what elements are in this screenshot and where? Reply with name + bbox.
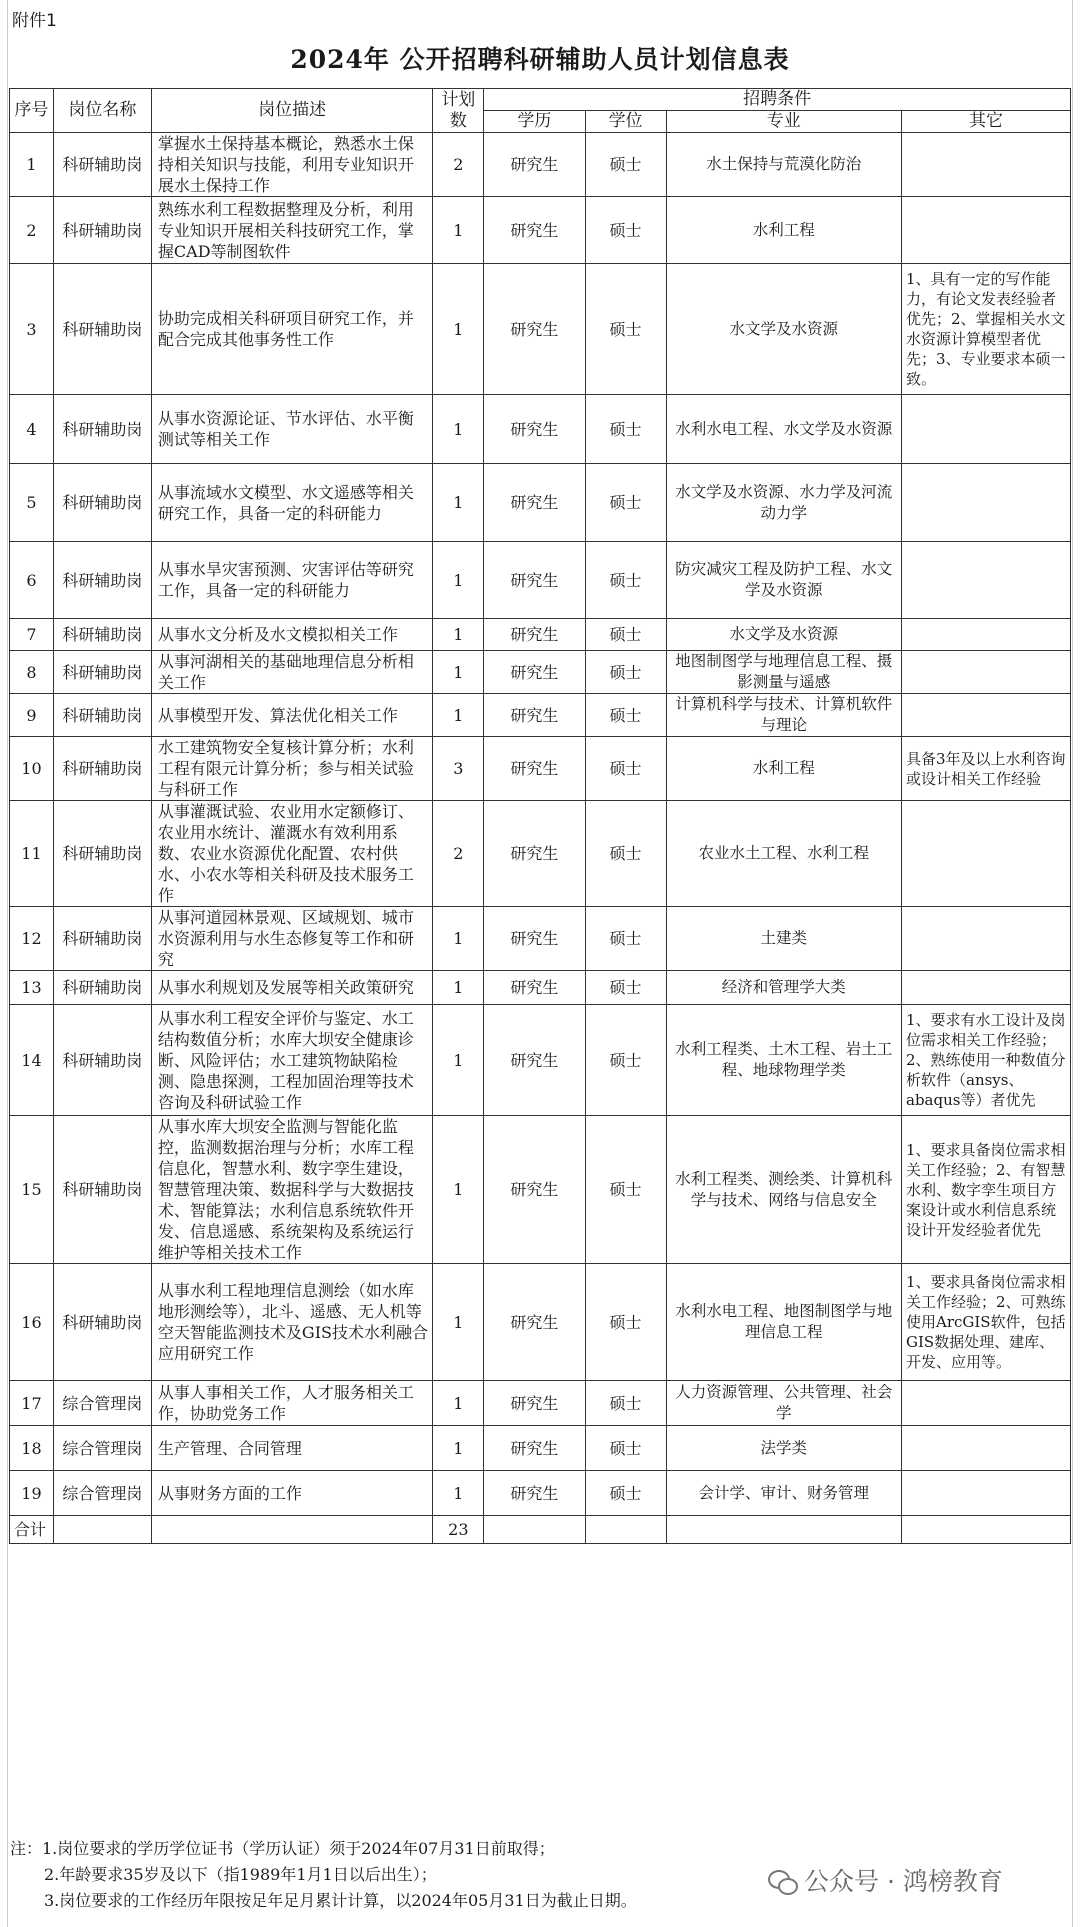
cell-degree: 硕士 [585,264,666,395]
cell-position-name: 科研辅助岗 [53,651,151,694]
cell-major: 农业水土工程、水利工程 [666,801,901,907]
cell-seq: 16 [10,1264,54,1381]
total-row [10,1516,1071,1544]
page-title: 2024年 公开招聘科研辅助人员计划信息表 [290,45,790,74]
cell-position-name: 科研辅助岗 [53,1005,151,1116]
total-empty [151,1516,433,1544]
cell-degree: 硕士 [585,694,666,737]
cell-major: 土建类 [666,907,901,971]
cell-position-desc: 从事灌溉试验、农业用水定额修订、农业用水统计、灌溉水有效利用系数、农业水资源优化配置、农村供水、小农水等相关科研及技术服务工作 [151,801,433,907]
cell-degree: 硕士 [585,651,666,694]
header-plan-count: 计划数 [433,89,484,133]
cell-seq: 15 [10,1116,54,1264]
cell-position-desc: 从事水旱灾害预测、灾害评估等研究工作，具备一定的科研能力 [151,542,433,619]
cell-position-desc: 从事水资源论证、节水评估、水平衡测试等相关工作 [151,395,433,464]
wechat-icon [768,1870,798,1896]
cell-degree: 硕士 [585,907,666,971]
cell-major: 水利水电工程、地图制图学与地理信息工程 [666,1264,901,1381]
cell-position-name: 科研辅助岗 [53,542,151,619]
cell-position-name: 科研辅助岗 [53,395,151,464]
cell-degree: 硕士 [585,1116,666,1264]
cell-plan-count: 1 [433,651,484,694]
cell-degree: 硕士 [585,133,666,197]
cell-other: 1、具有一定的写作能力，有论文发表经验者优先；2、掌握相关水文水资源计算模型者优先；3、专业要求本硕一致。 [902,264,1071,395]
cell-seq: 13 [10,971,54,1005]
cell-major: 防灾减灾工程及防护工程、水文学及水资源 [666,542,901,619]
cell-seq: 18 [10,1426,54,1471]
cell-position-name: 科研辅助岗 [53,133,151,197]
cell-degree: 硕士 [585,619,666,651]
cell-degree: 硕士 [585,971,666,1005]
cell-other: 具备3年及以上水利咨询或设计相关工作经验 [902,737,1071,801]
cell-position-desc: 从事河湖相关的基础地理信息分析相关工作 [151,651,433,694]
cell-other [902,197,1071,264]
cell-education: 研究生 [484,1116,585,1264]
cell-position-desc: 从事水利工程地理信息测绘（如水库地形测绘等），北斗、遥感、无人机等空天智能监测技术及GIS技术水利融合应用研究工作 [151,1264,433,1381]
cell-major: 人力资源管理、公共管理、社会学 [666,1381,901,1426]
cell-position-name: 科研辅助岗 [53,197,151,264]
cell-position-name: 科研辅助岗 [53,1264,151,1381]
table-row [10,1005,1071,1116]
table-row [10,907,1071,971]
cell-seq: 17 [10,1381,54,1426]
cell-seq: 8 [10,651,54,694]
cell-degree: 硕士 [585,801,666,907]
cell-degree: 硕士 [585,737,666,801]
cell-seq: 10 [10,737,54,801]
cell-degree: 硕士 [585,1426,666,1471]
cell-degree: 硕士 [585,395,666,464]
cell-position-desc: 从事人事相关工作，人才服务相关工作，协助党务工作 [151,1381,433,1426]
cell-other [902,694,1071,737]
cell-plan-count: 1 [433,197,484,264]
cell-other [902,395,1071,464]
cell-major: 计算机科学与技术、计算机软件与理论 [666,694,901,737]
cell-other: 1、要求具备岗位需求相关工作经验；2、可熟练使用ArcGIS软件，包括GIS数据处理、建库、开发、应用等。 [902,1264,1071,1381]
cell-major: 水利工程 [666,737,901,801]
cell-major: 水利工程 [666,197,901,264]
cell-plan-count: 1 [433,1381,484,1426]
header-degree: 学位 [585,111,666,133]
table-row [10,1381,1071,1426]
cell-education: 研究生 [484,1426,585,1471]
header-major: 专业 [666,111,901,133]
cell-other [902,907,1071,971]
cell-degree: 硕士 [585,1264,666,1381]
cell-plan-count: 1 [433,1116,484,1264]
cell-position-name: 综合管理岗 [53,1381,151,1426]
cell-education: 研究生 [484,619,585,651]
cell-other [902,971,1071,1005]
cell-major: 会计学、审计、财务管理 [666,1471,901,1516]
cell-education: 研究生 [484,801,585,907]
total-empty [484,1516,585,1544]
cell-education: 研究生 [484,737,585,801]
cell-other [902,619,1071,651]
cell-position-desc: 从事流域水文模型、水文遥感等相关研究工作，具备一定的科研能力 [151,464,433,542]
cell-major: 水文学及水资源、水力学及河流动力学 [666,464,901,542]
header-education: 学历 [484,111,585,133]
cell-education: 研究生 [484,971,585,1005]
cell-position-name: 科研辅助岗 [53,264,151,395]
cell-plan-count: 1 [433,542,484,619]
header-position-name: 岗位名称 [53,89,151,133]
cell-education: 研究生 [484,907,585,971]
cell-seq: 19 [10,1471,54,1516]
header-other: 其它 [902,111,1071,133]
cell-plan-count: 1 [433,971,484,1005]
cell-education: 研究生 [484,651,585,694]
cell-plan-count: 1 [433,1471,484,1516]
cell-position-desc: 从事水文分析及水文模拟相关工作 [151,619,433,651]
cell-education: 研究生 [484,133,585,197]
cell-other [902,1471,1071,1516]
table-row [10,971,1071,1005]
cell-position-name: 综合管理岗 [53,1426,151,1471]
table-row [10,464,1071,542]
cell-major: 水文学及水资源 [666,619,901,651]
cell-position-name: 科研辅助岗 [53,971,151,1005]
cell-education: 研究生 [484,395,585,464]
cell-plan-count: 1 [433,694,484,737]
table-row [10,1116,1071,1264]
cell-education: 研究生 [484,1471,585,1516]
cell-seq: 12 [10,907,54,971]
table-row [10,619,1071,651]
table-row [10,542,1071,619]
cell-seq: 4 [10,395,54,464]
cell-seq: 7 [10,619,54,651]
cell-education: 研究生 [484,264,585,395]
cell-degree: 硕士 [585,1471,666,1516]
cell-seq: 2 [10,197,54,264]
cell-plan-count: 1 [433,619,484,651]
cell-degree: 硕士 [585,1381,666,1426]
total-empty [585,1516,666,1544]
note-2: 2.年龄要求35岁及以下（指1989年1月1日以后出生）； [44,1865,437,1884]
cell-position-desc: 协助完成相关科研项目研究工作，并配合完成其他事务性工作 [151,264,433,395]
cell-position-name: 科研辅助岗 [53,464,151,542]
cell-position-desc: 从事水利规划及发展等相关政策研究 [151,971,433,1005]
cell-position-name: 科研辅助岗 [53,694,151,737]
header-conditions: 招聘条件 [484,89,1071,111]
table-row [10,395,1071,464]
cell-degree: 硕士 [585,1005,666,1116]
table-body [10,133,1071,1516]
cell-other: 1、要求具备岗位需求相关工作经验；2、有智慧水利、数字孪生项目方案设计或水利信息系统设计开发经验者优先 [902,1116,1071,1264]
cell-plan-count: 1 [433,395,484,464]
cell-education: 研究生 [484,694,585,737]
cell-major: 地图制图学与地理信息工程、摄影测量与遥感 [666,651,901,694]
table-row [10,264,1071,395]
cell-plan-count: 2 [433,133,484,197]
cell-degree: 硕士 [585,542,666,619]
cell-seq: 1 [10,133,54,197]
header-row-1 [10,89,1071,111]
cell-position-name: 科研辅助岗 [53,737,151,801]
cell-plan-count: 3 [433,737,484,801]
cell-position-desc: 熟练水利工程数据整理及分析，利用专业知识开展相关科技研究工作，掌握CAD等制图软件 [151,197,433,264]
header-seq: 序号 [10,89,54,133]
cell-education: 研究生 [484,464,585,542]
cell-other [902,464,1071,542]
cell-position-name: 科研辅助岗 [53,907,151,971]
recruitment-table [9,88,1071,1544]
table-row [10,1471,1071,1516]
cell-education: 研究生 [484,542,585,619]
cell-degree: 硕士 [585,464,666,542]
table-row [10,1264,1071,1381]
cell-other [902,1381,1071,1426]
table-row [10,801,1071,907]
cell-major: 水土保持与荒漠化防治 [666,133,901,197]
cell-other: 1、要求有水工设计及岗位需求相关工作经验；2、熟练使用一种数值分析软件（ansys、abaqus等）者优先 [902,1005,1071,1116]
cell-position-desc: 掌握水土保持基本概论，熟悉水土保持相关知识与技能，利用专业知识开展水土保持工作 [151,133,433,197]
cell-position-desc: 生产管理、合同管理 [151,1426,433,1471]
total-empty [902,1516,1071,1544]
total-count: 23 [433,1516,484,1544]
watermark [768,1862,1003,1898]
table-row [10,197,1071,264]
cell-plan-count: 1 [433,1005,484,1116]
cell-other [902,133,1071,197]
cell-position-name: 科研辅助岗 [53,619,151,651]
cell-other [902,801,1071,907]
cell-seq: 3 [10,264,54,395]
cell-plan-count: 2 [433,801,484,907]
cell-major: 水利工程类、土木工程、岩土工程、地球物理学类 [666,1005,901,1116]
watermark-text: 公众号 · 鸿榜教育 [804,1867,1003,1896]
cell-position-desc: 从事水利工程安全评价与鉴定、水工结构数值分析；水库大坝安全健康诊断、风险评估；水工建筑物缺陷检测、隐患探测，工程加固治理等技术咨询及科研试验工作 [151,1005,433,1116]
header-position-desc: 岗位描述 [151,89,433,133]
total-empty [53,1516,151,1544]
cell-other [902,542,1071,619]
cell-position-desc: 水工建筑物安全复核计算分析；水利工程有限元计算分析；参与相关试验与科研工作 [151,737,433,801]
cell-position-desc: 从事财务方面的工作 [151,1471,433,1516]
cell-position-name: 科研辅助岗 [53,1116,151,1264]
attachment-label: 附件1 [12,11,57,31]
table-row [10,737,1071,801]
cell-seq: 11 [10,801,54,907]
cell-other [902,651,1071,694]
cell-seq: 6 [10,542,54,619]
total-label: 合计 [10,1516,54,1544]
cell-position-desc: 从事水库大坝安全监测与智能化监控，监测数据治理与分析；水库工程信息化，智慧水利、数字孪生建设，智慧管理决策、数据科学与大数据技术、智能算法；水利信息系统软件开发、信息遥感、系统架构及系统运行维护等相关技术工作 [151,1116,433,1264]
cell-seq: 5 [10,464,54,542]
cell-position-desc: 从事河道园林景观、区域规划、城市水资源利用与水生态修复等工作和研究 [151,907,433,971]
cell-seq: 9 [10,694,54,737]
note-3: 3.岗位要求的工作经历年限按足年足月累计计算，以2024年05月31日为截止日期。 [44,1891,637,1910]
note-1: 注：1.岗位要求的学历学位证书（学历认证）须于2024年07月31日前取得； [10,1839,555,1858]
table-row [10,694,1071,737]
cell-major: 水文学及水资源 [666,264,901,395]
total-empty [666,1516,901,1544]
cell-education: 研究生 [484,197,585,264]
cell-education: 研究生 [484,1005,585,1116]
cell-education: 研究生 [484,1381,585,1426]
cell-major: 法学类 [666,1426,901,1471]
cell-major: 经济和管理学大类 [666,971,901,1005]
cell-major: 水利工程类、测绘类、计算机科学与技术、网络与信息安全 [666,1116,901,1264]
cell-position-name: 科研辅助岗 [53,801,151,907]
table-row [10,651,1071,694]
cell-plan-count: 1 [433,1426,484,1471]
table-row [10,133,1071,197]
cell-plan-count: 1 [433,907,484,971]
table-row [10,1426,1071,1471]
cell-position-name: 综合管理岗 [53,1471,151,1516]
cell-education: 研究生 [484,1264,585,1381]
cell-plan-count: 1 [433,1264,484,1381]
cell-plan-count: 1 [433,264,484,395]
cell-degree: 硕士 [585,197,666,264]
cell-position-desc: 从事模型开发、算法优化相关工作 [151,694,433,737]
cell-seq: 14 [10,1005,54,1116]
cell-other [902,1426,1071,1471]
cell-plan-count: 1 [433,464,484,542]
cell-major: 水利水电工程、水文学及水资源 [666,395,901,464]
